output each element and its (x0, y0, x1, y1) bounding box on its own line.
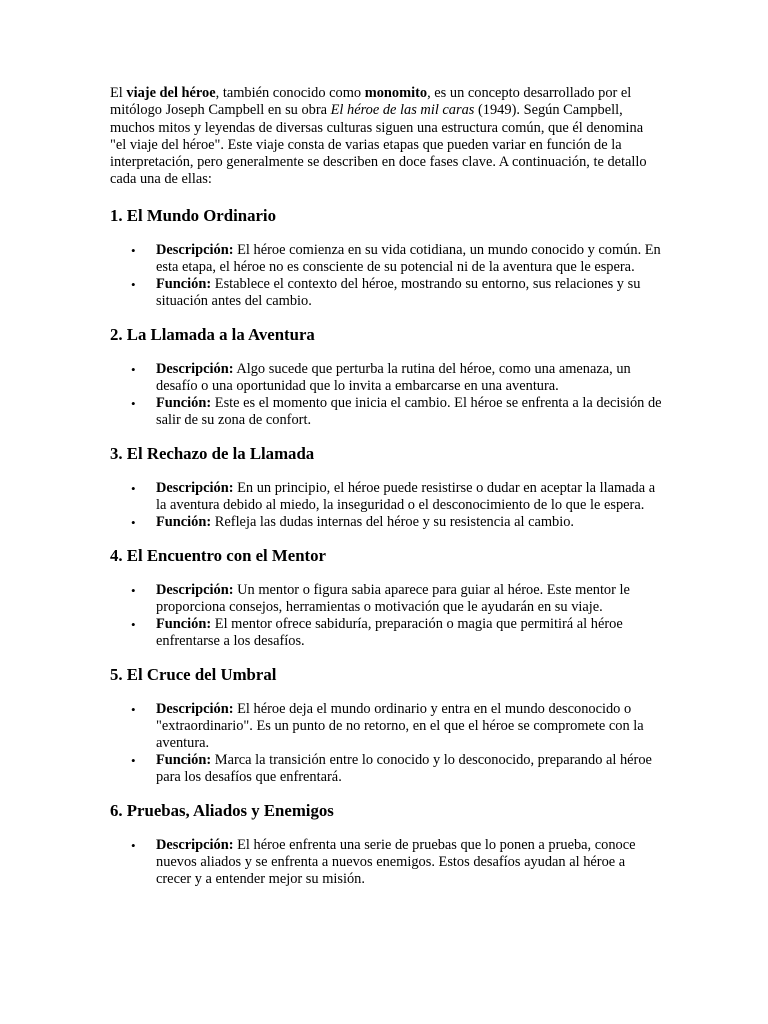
section-list (110, 701, 662, 786)
list-item-funcion (131, 513, 662, 531)
bullet: • (131, 514, 136, 530)
bullet: • (131, 582, 136, 598)
section-list (110, 480, 662, 531)
bullet: • (131, 837, 136, 853)
item-label: Función: (156, 513, 212, 530)
list-item-descripcion (131, 241, 662, 276)
intro-book-title: El héroe de las mil caras (330, 102, 475, 119)
list-item-descripcion (131, 700, 662, 752)
item-text: Establece el contexto del héroe, mostrando su entorno, sus relaciones y su situación antes del cambio. (156, 275, 641, 309)
section-heading: 6. Pruebas, Aliados y Enemigos (110, 800, 334, 820)
item-label: Descripción: (156, 241, 234, 258)
list-item-funcion (131, 275, 662, 310)
item-text: El héroe deja el mundo ordinario y entra en el mundo desconocido o "extraordinario". Es un punto de no retorno, en el que el héroe se compromete con la aventura. (156, 700, 644, 751)
section-heading: 4. El Encuentro con el Mentor (110, 545, 326, 565)
section-heading: 5. El Cruce del Umbral (110, 664, 277, 684)
list-item-descripcion (131, 836, 662, 888)
list-item-funcion (131, 394, 662, 429)
bullet: • (131, 480, 136, 496)
section-list (110, 242, 662, 310)
list-item-descripcion (131, 479, 662, 514)
item-label: Función: (156, 275, 212, 292)
section-list (110, 361, 662, 429)
intro-term-viaje: viaje del héroe (126, 85, 216, 101)
item-label: Función: (156, 394, 212, 411)
bullet: • (131, 616, 136, 632)
item-text: Refleja las dudas internas del héroe y su resistencia al cambio. (211, 513, 575, 530)
intro-paragraph (110, 85, 662, 189)
item-label: Descripción: (156, 581, 234, 598)
list-item-descripcion (131, 581, 662, 616)
item-text: Algo sucede que perturba la rutina del héroe, como una amenaza, un desafío o una oportunidad que lo invita a embarcarse en una aventura. (156, 360, 631, 394)
bullet: • (131, 242, 136, 258)
document-page (110, 85, 662, 888)
bullet: • (131, 752, 136, 768)
item-text: Un mentor o figura sabia aparece para guiar al héroe. Este mentor le proporciona consejos, herramientas o motivación que le ayudarán en su viaje. (156, 581, 630, 615)
section-heading: 2. La Llamada a la Aventura (110, 324, 315, 344)
item-text: Marca la transición entre lo conocido y lo desconocido, preparando al héroe para los desafíos que enfrentará. (156, 751, 652, 785)
intro-text: El (110, 85, 127, 101)
item-label: Función: (156, 615, 212, 632)
intro-text: (1949). Según Campbell, muchos mitos y leyendas de diversas culturas siguen una estructura común, que él denomina "el viaje del héroe". Este viaje consta de varias etapas que pueden variar en función de la interpretación, pero generalmente se describen en doce fases clave. A continuación, te detallo cada una de ellas: (110, 102, 647, 188)
item-label: Función: (156, 751, 212, 768)
section-heading: 1. El Mundo Ordinario (110, 205, 276, 225)
section-list (110, 582, 662, 650)
section-list (110, 837, 662, 888)
item-label: Descripción: (156, 479, 234, 496)
list-item-descripcion (131, 360, 662, 395)
item-text: El mentor ofrece sabiduría, preparación o magia que permitirá al héroe enfrentarse a los desafíos. (156, 615, 623, 649)
item-text: En un principio, el héroe puede resistirse o dudar en aceptar la llamada a la aventura debido al miedo, la inseguridad o el desconocimiento de lo que le espera. (156, 479, 656, 513)
bullet: • (131, 701, 136, 717)
intro-term-monomito: monomito (364, 85, 428, 101)
item-label: Descripción: (156, 700, 234, 717)
list-item-funcion (131, 615, 662, 650)
item-label: Descripción: (156, 836, 234, 853)
item-text: El héroe enfrenta una serie de pruebas que lo ponen a prueba, conoce nuevos aliados y se enfrenta a nuevos enemigos. Estos desafíos ayudan al héroe a crecer y a entender mejor su misión. (156, 836, 636, 887)
bullet: • (131, 361, 136, 377)
bullet: • (131, 395, 136, 411)
bullet: • (131, 276, 136, 292)
item-text: El héroe comienza en su vida cotidiana, un mundo conocido y común. En esta etapa, el héroe no es consciente de su potencial ni de la aventura que le espera. (156, 241, 661, 275)
item-text: Este es el momento que inicia el cambio. El héroe se enfrenta a la decisión de salir de su zona de confort. (156, 394, 662, 428)
intro-text: , también conocido como (215, 85, 365, 101)
list-item-funcion (131, 751, 662, 786)
intro-text: , es un concepto desarrollado por el mitólogo Joseph Campbell en su obra (110, 85, 632, 119)
item-label: Descripción: (156, 360, 234, 377)
section-heading: 3. El Rechazo de la Llamada (110, 443, 315, 463)
